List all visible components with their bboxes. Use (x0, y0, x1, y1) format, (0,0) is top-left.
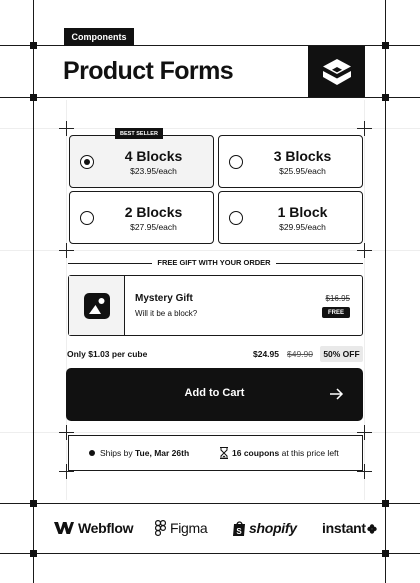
option-1-block[interactable] (218, 191, 363, 244)
figma-logo (155, 518, 207, 538)
best-seller-badge: BEST SELLER (115, 128, 163, 139)
coupons-suffix: at this price left (281, 448, 339, 458)
gift-image-box (69, 276, 125, 335)
grid-line (0, 553, 420, 554)
option-4-blocks[interactable] (69, 135, 214, 188)
grid-line (364, 100, 365, 500)
svg-text:S: S (236, 527, 242, 536)
discount-badge: 50% OFF (320, 346, 363, 362)
brand-name: Figma (170, 520, 208, 536)
grid-marker (30, 550, 37, 557)
instant-logo (322, 518, 377, 538)
coupons-left-text (232, 448, 339, 458)
gift-title: Mystery Gift (135, 293, 193, 304)
radio-unselected[interactable] (229, 155, 243, 169)
brand-name: Webflow (78, 520, 134, 536)
radio-selected[interactable] (80, 155, 94, 169)
option-price: $27.95/each (130, 222, 177, 232)
figma-icon (155, 520, 166, 536)
shopify-logo (233, 518, 297, 538)
crosshair-marker (357, 121, 372, 136)
webflow-icon (54, 522, 74, 534)
radio-unselected[interactable] (229, 211, 243, 225)
unit-price-text: Only $1.03 per cube (67, 349, 148, 359)
radio-dot (84, 159, 90, 165)
grid-marker (30, 94, 37, 101)
grid-line (0, 503, 420, 504)
grid-marker (30, 500, 37, 507)
grid-marker (382, 550, 389, 557)
shopify-bag-icon (233, 520, 246, 536)
free-badge: FREE (322, 307, 350, 318)
current-price: $24.95 (253, 349, 279, 359)
stacked-blocks-logo-icon (322, 58, 352, 86)
grid-marker (382, 42, 389, 49)
original-price: $49.90 (287, 349, 313, 359)
option-title: 4 Blocks (124, 148, 183, 164)
coupons-count: 16 coupons (232, 448, 280, 458)
crosshair-marker (59, 121, 74, 136)
gift-card (68, 275, 363, 336)
status-dot-icon (89, 450, 95, 456)
webflow-logo (54, 518, 133, 538)
ships-date: Tue, Mar 26th (134, 448, 190, 458)
option-price: $23.95/each (130, 166, 177, 176)
grid-line (66, 100, 67, 500)
option-title: 1 Block (277, 204, 328, 220)
image-icon (84, 293, 110, 319)
option-2-blocks[interactable] (69, 191, 214, 244)
grid-line (33, 0, 34, 583)
shipping-info-bar (68, 435, 363, 471)
crosshair-marker (59, 243, 74, 258)
grid-line (0, 97, 420, 98)
option-title: 2 Blocks (124, 204, 183, 220)
components-tag: Components (64, 28, 134, 46)
brand-name: shopify (249, 520, 297, 536)
ships-by-text (100, 448, 189, 458)
grid-marker (382, 500, 389, 507)
logo (308, 46, 365, 97)
option-title: 3 Blocks (273, 148, 332, 164)
option-price: $25.95/each (279, 166, 326, 176)
brand-name: instant (322, 520, 366, 536)
arrow-right-icon (328, 386, 344, 402)
instant-flower-icon (367, 524, 377, 534)
add-to-cart-button[interactable] (66, 368, 363, 421)
grid-line (385, 0, 386, 583)
gift-subtitle: Will it be a block? (135, 309, 198, 318)
grid-marker (382, 94, 389, 101)
add-to-cart-label: Add to Cart (184, 387, 245, 399)
gift-old-price: $16.95 (325, 294, 350, 303)
option-3-blocks[interactable] (218, 135, 363, 188)
hourglass-icon (219, 447, 229, 459)
radio-unselected[interactable] (80, 211, 94, 225)
ships-prefix: Ships by (100, 448, 133, 458)
grid-marker (30, 42, 37, 49)
free-gift-label: FREE GIFT WITH YOUR ORDER (152, 258, 276, 267)
option-price: $29.95/each (279, 222, 326, 232)
crosshair-marker (357, 243, 372, 258)
page-title: Product Forms (63, 57, 233, 85)
